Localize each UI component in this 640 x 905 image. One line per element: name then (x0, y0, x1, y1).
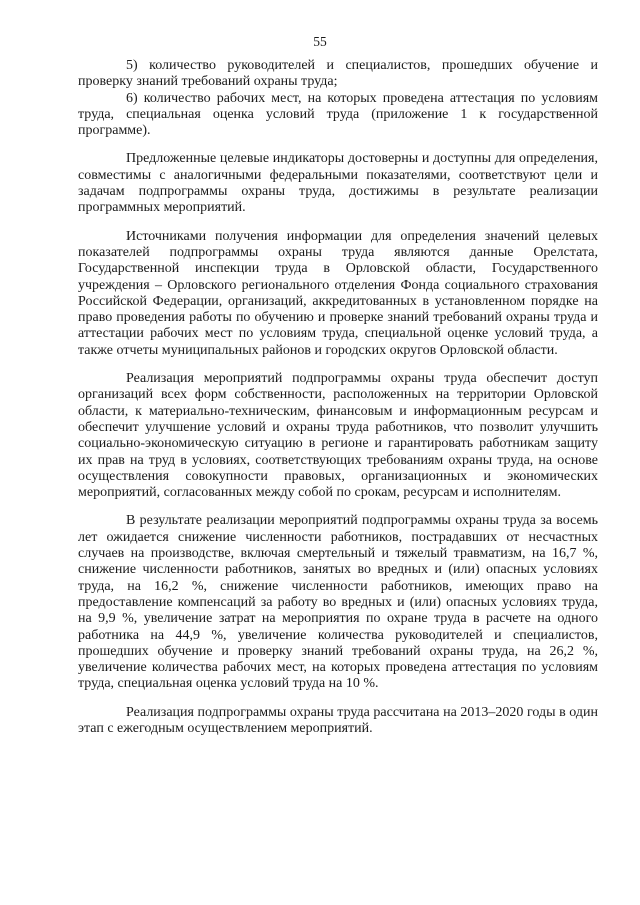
paragraph-expected-results: В результате реализации мероприятий подпрограммы охраны труда за восемь лет ожидается снижение численности работников, пострадавших от несчастных случаев на производстве, включая смертельный и тяжелый травматизм, на 16,7 %, снижение численности работников, занятых во вредных и (или) опасных условиях труда, на 16,2 %, снижение численности работников, имеющих право на предоставление компенсаций за работу во вредных и (или) опасных условиях труда, на 9,9 %, увеличение затрат на мероприятия по охране труда в расчете на одного работника на 44,9 %, увеличение количества руководителей и специалистов, прошедших обучение и проверку знаний требований охраны труда, на 26,2 %, увеличение количества рабочих мест, на которых проведена аттестация по условиям труда, специальная оценка условий труда на 10 %. (78, 513, 598, 692)
document-body (78, 58, 598, 737)
page-number: 55 (313, 34, 327, 49)
paragraph-information-sources: Источниками получения информации для определения значений целевых показателей подпрограммы охраны труда являются данные Орелстата, Государственной инспекции труда в Орловской области, Государственного учреждения – Орловского регионального отделения Фонда социального страхования Российской Федерации, организаций, аккредитованных в установленном порядке на право проведения работы по обучению и проверке знаний требований охраны труда и аттестации рабочих мест по условиям труда, специальной оценке условий труда, а также отчеты муниципальных районов и городских округов Орловской области. (78, 228, 598, 358)
paragraph-indicator-5: 5) количество руководителей и специалистов, прошедших обучение и проверку знаний требований охраны труда; (78, 58, 598, 90)
paragraph-implementation-access: Реализация мероприятий подпрограммы охраны труда обеспечит доступ организаций всех форм собственности, расположенных на территории Орловской области, к материально-техническим, финансовым и информационным ресурсам и обеспечит улучшение условий и охраны труда работников, что позволит улучшить социально-экономическую ситуацию в регионе и гарантировать работникам защиту их прав на труд в условиях, соответствующих требованиям охраны труда, на основе осуществления совокупности правовых, организационных и экономических мероприятий, согласованных между собой по срокам, ресурсам и исполнителям. (78, 371, 598, 501)
paragraph-timeframe: Реализация подпрограммы охраны труда рассчитана на 2013–2020 годы в один этап с ежегодным осуществлением мероприятий. (78, 704, 598, 736)
paragraph-indicator-6: 6) количество рабочих мест, на которых проведена аттестация по условиям труда, специальная оценка условий труда (приложение 1 к государственной программе). (78, 90, 598, 139)
paragraph-indicators-validity: Предложенные целевые индикаторы достоверны и доступны для определения, совместимы с аналогичными федеральными показателями, соответствуют цели и задачам подпрограммы охраны труда, достижимы в результате реализации программных мероприятий. (78, 151, 598, 216)
